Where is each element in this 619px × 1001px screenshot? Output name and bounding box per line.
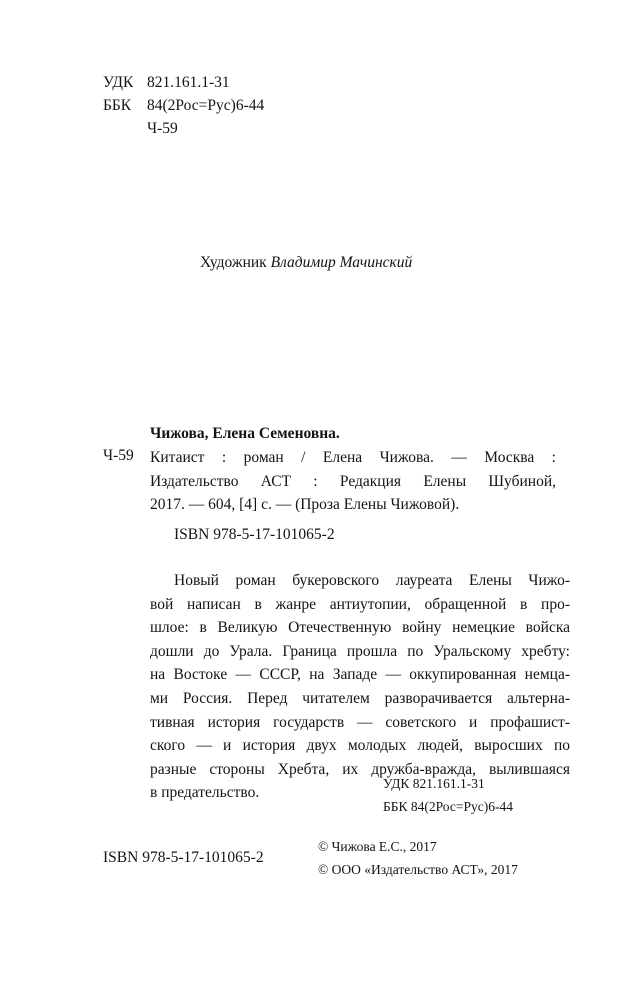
bibliography-mark: Ч-59 <box>103 447 134 464</box>
copyright-block <box>318 836 518 881</box>
classification-block-top <box>103 71 264 140</box>
udk-line <box>103 71 264 94</box>
copyright-publisher: © ООО «Издательство АСТ», 2017 <box>318 861 518 877</box>
abstract-line: тивная история государств — советского и профашист- <box>150 713 570 731</box>
author-mark: Ч-59 <box>147 120 178 137</box>
abstract-line: Новый роман букеровского лауреата Елены Чижо- <box>174 572 570 589</box>
bibliography-line: 2017. — 604, [4] с. — (Проза Елены Чижовой). <box>150 496 460 513</box>
artist-credit <box>200 254 412 272</box>
udk-label: УДК <box>103 74 134 91</box>
abstract-line: дошли до Урала. Граница прошла по Уральскому хребту: <box>150 642 570 660</box>
bbk-bottom: ББК 84(2Рос=Рус)6-44 <box>383 798 513 814</box>
bibliography-description <box>150 446 556 517</box>
udk-bottom: УДК 821.161.1-31 <box>383 776 485 791</box>
abstract-line: вой написан в жанре антиутопии, обращенной в про- <box>150 595 570 613</box>
artist-name: Владимир Мачинский <box>270 254 413 271</box>
abstract-line: на Востоке — СССР, на Западе — оккупированная немца- <box>150 666 570 684</box>
bbk-line <box>103 94 264 117</box>
footer-isbn: ISBN 978-5-17-101065-2 <box>103 849 264 866</box>
bbk-value: 84(2Рос=Рус)6-44 <box>147 97 265 114</box>
bibliography-isbn: ISBN 978-5-17-101065-2 <box>174 526 335 543</box>
udk-value: 821.161.1-31 <box>147 74 230 91</box>
abstract-line: ми Россия. Перед читателем разворачивается альтерна- <box>150 689 570 707</box>
bbk-label: ББК <box>103 97 132 114</box>
bibliography-author: Чижова, Елена Семеновна. <box>150 425 340 442</box>
copyright-author: © Чижова Е.С., 2017 <box>318 839 437 854</box>
abstract-line: в предательство. <box>150 784 260 802</box>
abstract-line: шлое: в Великую Отечественную войну немецкие войска <box>150 619 570 637</box>
classification-block-bottom <box>383 773 513 818</box>
author-mark-line <box>103 117 264 140</box>
abstract-line: ского — и история двух молодых людей, выросших по <box>150 737 570 755</box>
abstract <box>150 569 570 805</box>
bibliography-line: Китаист : роман / Елена Чижова. — Москва : <box>150 449 556 466</box>
artist-prefix: Художник <box>200 254 267 271</box>
bibliography-line: Издательство АСТ : Редакция Елены Шубиной, <box>150 472 556 490</box>
abstract-line: разные стороны Хребта, их дружба-вражда, вылившаяся <box>150 760 570 778</box>
